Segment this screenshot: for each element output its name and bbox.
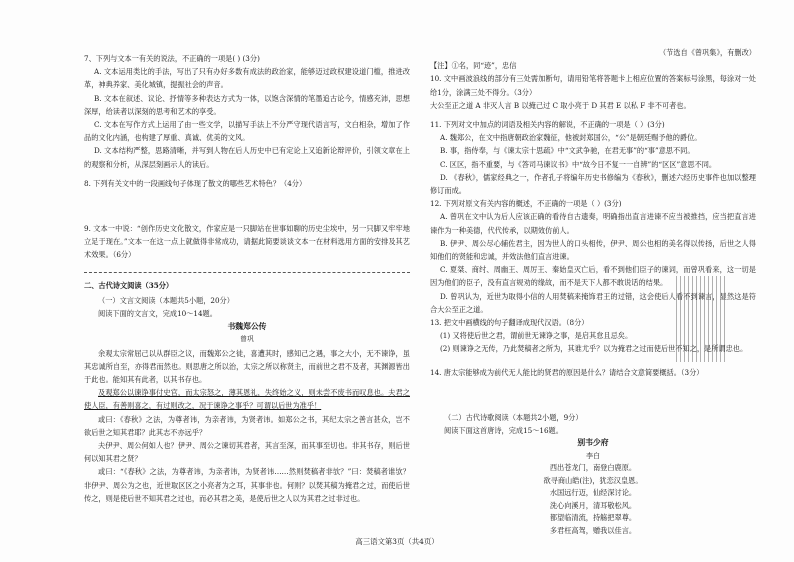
q12-option-b: B. 伊尹、周公尽心辅佐君主，因为世人的口头相传，伊尹、周公也相的美名得以传扬，后世之人得知他们的贤能和忠诚，并效法他们直言进谏。 — [430, 238, 756, 262]
q10-stem: 10. 文中画波浪线的部分有三处需加断句，请用铅笔将答题卡上相应位置的答案标号涂黑，每涂对一处给1分，涂满三处不得分。（3分） — [430, 74, 756, 97]
q7-option-d: D. 文本结构严整，思路清晰，并写到人物在后人历史中已有定论上又追新论辩评价，引领文章在上的观察和分析，从深层刻画示人的读后。 — [84, 146, 410, 169]
q13-stem: 13. 把文中画横线的句子翻译成现代汉语。（8分） — [430, 318, 589, 328]
passage-title: 书魏郑公传 — [227, 322, 267, 332]
passage-note: 【注】①名，同“迹”，忠信 — [430, 61, 517, 71]
poem-line: 都望临清流，持觞把翠尊。 — [549, 513, 637, 523]
answer-space — [84, 190, 410, 222]
q13-sentence-2: (2) 则谏诤之无传，乃此焚稿者之所为，其谁尤乎？以为掩君之过而使后世不知之，是所谓忠也。 — [440, 344, 748, 354]
poem-line: 洗心向溪月，清耳敬松风。 — [549, 500, 637, 510]
section-heading: 二、古代诗文阅读（35分） — [84, 280, 174, 290]
q7-option-b: B. 文本在叙述、议论、抒情等多种表达方式为一体，以饱含深情的笔墨追古论今，情感充沛，思想深厚，给读者以深刻的思考和艺术的享受。 — [84, 93, 410, 116]
passage-source: （节选自《曾巩集》，有删改） — [658, 48, 756, 57]
poem-line: 西出苍龙门，南登白鹿原。 — [549, 463, 637, 473]
passage-paragraph: 余观太宗常屈己以从群臣之议，而魏郑公之徒，喜遭其时，感知己之遇，事之大小，无不谏诤，虽其忠诚所自至，亦得君而然也。则思唐之所以治，太宗之所以称贤主，而前世之君不及者，其渊源皆出于此也。能知其有此者，以其书存也。 — [84, 348, 410, 385]
reading-instruction: 阅读下面的文言文，完成10～14题。 — [98, 309, 217, 319]
q7-stem: 7、下列与文本一有关的说法，不正确的一项是( ) (3分) — [84, 54, 260, 63]
q12-option-d: D. 曾巩认为，近世为取得小信的人用焚稿来掩饰君王的过错，这会使后人看不到谏言，显然这是符合大公至正之道。 — [430, 291, 756, 314]
passage-paragraph: 夫伊尹、周公何如人也？伊尹、周公之谏切其君者，其言至深，而其事至切也。非其书存，则后世何以知其君之贤？ — [84, 441, 410, 464]
page-footer: 高三语文第3页（共4页） — [355, 537, 439, 546]
left-column — [84, 46, 410, 505]
subsection-heading: （一）文言文阅读（本题共5小题，20分） — [98, 295, 234, 305]
section-divider — [84, 272, 410, 273]
poem-author: 李白 — [586, 451, 600, 460]
q11-option-a: A. 魏郑公，在文中指唐朝政治家魏征，他被封郑国公，“公”是朝廷赐予他的爵位。 — [440, 133, 702, 143]
poem-title: 别韦少府 — [577, 438, 609, 448]
poem — [430, 437, 756, 537]
q12-stem: 12. 下列对原文有关内容的概述，不正确的一项是（ ）(3分) — [430, 199, 622, 209]
answer-space — [430, 379, 756, 411]
poem-line: 水国远行迈，仙经深讨论。 — [549, 488, 637, 498]
passage-paragraph: 或曰：《春秋》之法，为尊者讳，为亲者讳，为贤者讳。如郑公之书，其纪太宗之善言甚众，岂不欲后世之知其君耶？此其志不亦远乎？ — [84, 414, 410, 437]
q10-sentence: 大公至正之道 A 非灭人言 B 以掩己过 C 取小亮于 D 其君 E 以私 F 非不可者也。 — [430, 100, 691, 110]
q11-option-c: C. 区区，指不重要，与《答司马谏议书》中“故今日不复一一自辨”的“区区”意思不同。 — [440, 159, 717, 169]
poetry-subsection-heading: （二）古代诗歌阅读（本题共2小题，9分） — [444, 412, 583, 422]
q11-option-b: B. 事，指侍奉，与《谏太宗十思疏》中“文武争驰，在君无事”的“事”意思不同。 — [440, 146, 695, 156]
q12-option-c: C. 夏桀、商纣、周幽王、周厉王、秦始皇灭亡后，看不到他们臣子的谏词，而曾巩看来，这一切是因为他们的臣子，没有直言规劝的缘故，而不是天下人都不敢说话的结果。 — [430, 265, 756, 288]
q12-option-a: A. 曾巩在文中认为后人应该正确的看待自古遗奏，明确指出直言进谏不应当被推挡，应当把直言进谏作为一种美德，代代传承，以期效仿前人。 — [430, 212, 756, 235]
q9-stem: 9. 文本一中说：“创作历史文化散文，作家应是一只脚站在世事如聊的历史尘埃中，另一只脚又牢牢地立足于现在。”文本一在这一点上就做得非常成功，请据此简要谈谈文本一在材料选用方面的安排及其艺术效果。（6分） — [84, 224, 410, 260]
q7-option-a: A. 文本运用类比的手法，写出了只有办好多数有成法的政治家，能够迈过政权建设道门槛，推进改革，神典养家、美化城镇，提振社会的声音。 — [84, 67, 410, 90]
q14-stem: 14. 唐太宗能够成为前代无人能比的贤君的原因是什么？请结合文意简要概括。（3分） — [430, 367, 704, 377]
q13-sentence-1: (1) 又将使后世之君，谓前世无谏诤之事，是启其怠且忌矣。 — [440, 331, 633, 341]
passage-paragraph-underlined: 及观郑公以谏诤事付史官，而太宗怒之，薄其恩礼，失终始之义，则未尝不废书而叹息也。夫君之使人臣，有善则喜之，有过则改之，况于谏诤之事乎？可谓以后世为准乎！ — [84, 388, 410, 411]
poem-line: 欲寻商山皓(注)，犹恋汉皇恩。 — [543, 475, 643, 485]
poetry-instruction: 阅读下面这首唐诗，完成15～16题。 — [444, 426, 563, 436]
passage-paragraph: 或曰：“《春秋》之法，为尊者讳，为亲者讳，为贤者讳……然则焚稿者非欤？”曰：焚稿者谁欤？非伊尹、周公为之也，近世取区区之小亮者为之耳，其事非也。何则？以焚其稿为掩君之过，而使后世传之，则是使后世不知其君之过也，而必其君之美，是使后世之人以为其君之过非过也。 — [84, 467, 410, 503]
q7-option-c: C. 文本在写作方式上运用了由一些文学，以描写手法上不分严守现代语言写，文白相杂，增加了作品的文化内涵，也构建了厚重、真诚、优美的文风。 — [84, 120, 410, 143]
passage-author: 曾巩 — [240, 335, 254, 344]
poem-line: 多君枉高驾，赠我以佳言。 — [549, 525, 637, 535]
scan-artifact — [676, 276, 728, 362]
q11-stem: 11. 下列对文中加点的词语及相关内容的解说，不正确的一项是（ ）(3分) — [430, 120, 665, 130]
q11-option-d: D. 《春秋》，儒家经典之一，作者孔子将编年历史书修编为《春秋》，删述六经历史事件也加以整理修订而成。 — [430, 172, 756, 196]
q8-stem: 8. 下列有关文中的一段画线句子体现了散文的哪些艺术特色？（4分） — [84, 178, 307, 188]
